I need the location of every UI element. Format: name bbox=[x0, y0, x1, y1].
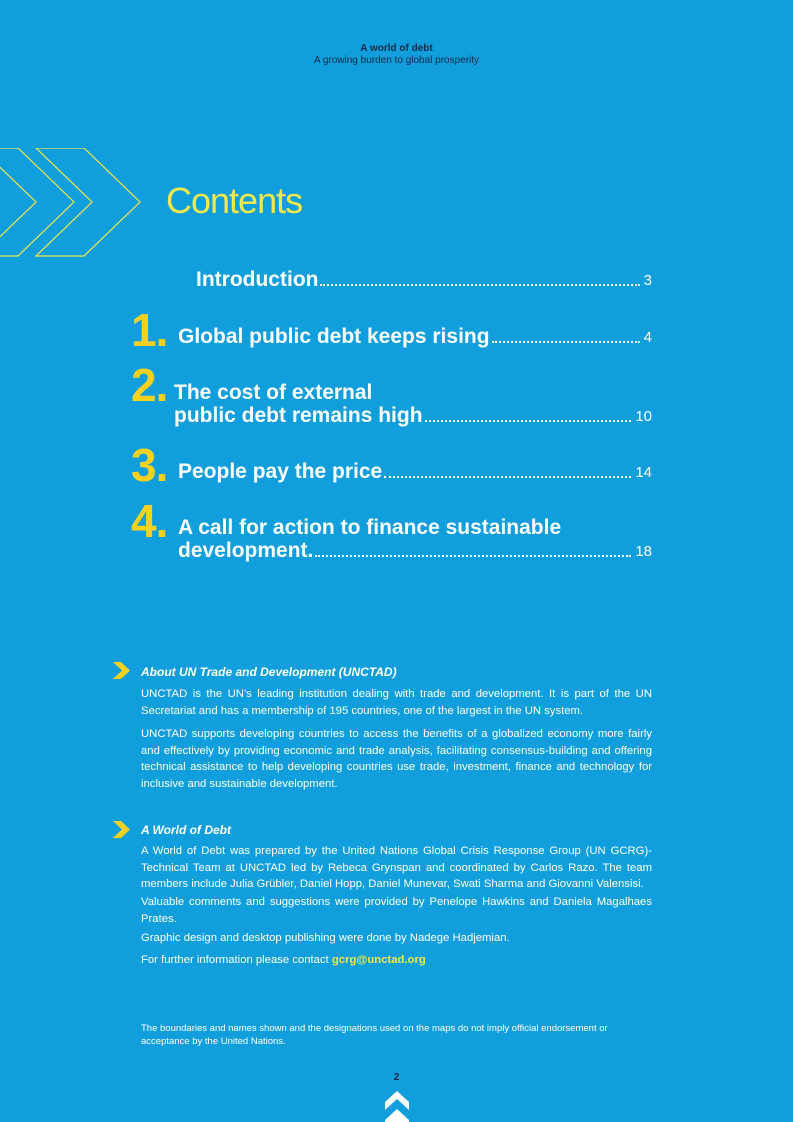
toc-entry-1[interactable] bbox=[178, 325, 652, 348]
toc-number-4: 4. bbox=[131, 495, 168, 547]
world-heading: A World of Debt bbox=[141, 823, 231, 837]
leader-dots bbox=[384, 476, 631, 478]
running-header bbox=[0, 43, 793, 67]
toc-entry-title: Introduction bbox=[196, 268, 319, 291]
leader-dots bbox=[425, 420, 632, 422]
contact-email-link[interactable]: gcrg@unctad.org bbox=[331, 954, 426, 966]
about-paragraph-1: UNCTAD is the UN's leading institution dealing with trade and development. It is part of the UN Secretariat and has a membership of 195 countries, one of the largest in the UN system. bbox=[141, 688, 652, 717]
toc-entry-title-line1: A call for action to finance sustainable bbox=[178, 516, 562, 539]
disclaimer-footnote: The boundaries and names shown and the designations used on the maps do not imply official endorsement or acceptance by the United Nations. bbox=[141, 1023, 608, 1047]
contents-title: Contents bbox=[166, 180, 303, 221]
toc-entry-2[interactable] bbox=[174, 381, 652, 427]
chevron-right-icon bbox=[113, 662, 131, 679]
toc-entry-title: People pay the price bbox=[178, 460, 383, 483]
double-chevron-outline-icon bbox=[0, 148, 145, 258]
toc-entry-4[interactable] bbox=[178, 516, 652, 562]
header-title: A world of debt bbox=[360, 43, 433, 54]
world-paragraph-2: Valuable comments and suggestions were provided by Penelope Hawkins and Daniela Magalhaes Prates. bbox=[141, 896, 652, 925]
toc-entry-introduction[interactable] bbox=[196, 268, 652, 291]
toc-entry-title-line2: public debt remains high bbox=[174, 404, 423, 427]
toc-number-3: 3. bbox=[131, 439, 168, 491]
about-paragraph-2: UNCTAD supports developing countries to access the benefits of a globalized economy more fairly and effectively by providing economic and trade analysis, facilitating consensus-building and offering technical assistance to help developing countries use trade, investment, finance and technology for inclusive and sustainable development. bbox=[141, 728, 652, 790]
leader-dots bbox=[320, 284, 639, 286]
toc-entry-title-line2: development. bbox=[178, 539, 314, 562]
toc-page-number: 18 bbox=[635, 543, 652, 560]
world-paragraph-3: Graphic design and desktop publishing were done by Nadege Hadjemian. bbox=[141, 932, 510, 944]
leader-dots bbox=[315, 555, 631, 557]
leader-dots bbox=[492, 341, 640, 343]
toc-entry-title-line1: The cost of external bbox=[174, 381, 373, 404]
chevron-right-icon bbox=[113, 821, 131, 838]
world-paragraph-1: A World of Debt was prepared by the United Nations Global Crisis Response Group (UN GCRG)-Technical Team at UNCTAD led by Rebeca Grynspan and coordinated by Carlos Razo. The team members include Julia Grübler, Daniel Hopp, Daniel Munevar, Swati Sharma and Giovanni Valensisi. bbox=[141, 845, 652, 890]
contact-line bbox=[141, 952, 652, 969]
toc-entry-3[interactable] bbox=[178, 460, 652, 483]
toc-page-number: 14 bbox=[635, 464, 652, 481]
header-subtitle: A growing burden to global prosperity bbox=[313, 55, 480, 66]
chevron-up-icon[interactable] bbox=[385, 1091, 409, 1122]
toc-page-number: 4 bbox=[643, 329, 652, 346]
about-heading: About UN Trade and Development (UNCTAD) bbox=[141, 665, 397, 679]
page-number: 2 bbox=[393, 1072, 400, 1083]
contact-text: For further information please contact bbox=[141, 954, 332, 966]
toc-entry-title: Global public debt keeps rising bbox=[178, 325, 490, 348]
toc-page-number: 3 bbox=[643, 272, 652, 289]
toc-page-number: 10 bbox=[635, 408, 652, 425]
toc-number-1: 1. bbox=[131, 304, 168, 356]
toc-number-2: 2. bbox=[131, 359, 168, 411]
